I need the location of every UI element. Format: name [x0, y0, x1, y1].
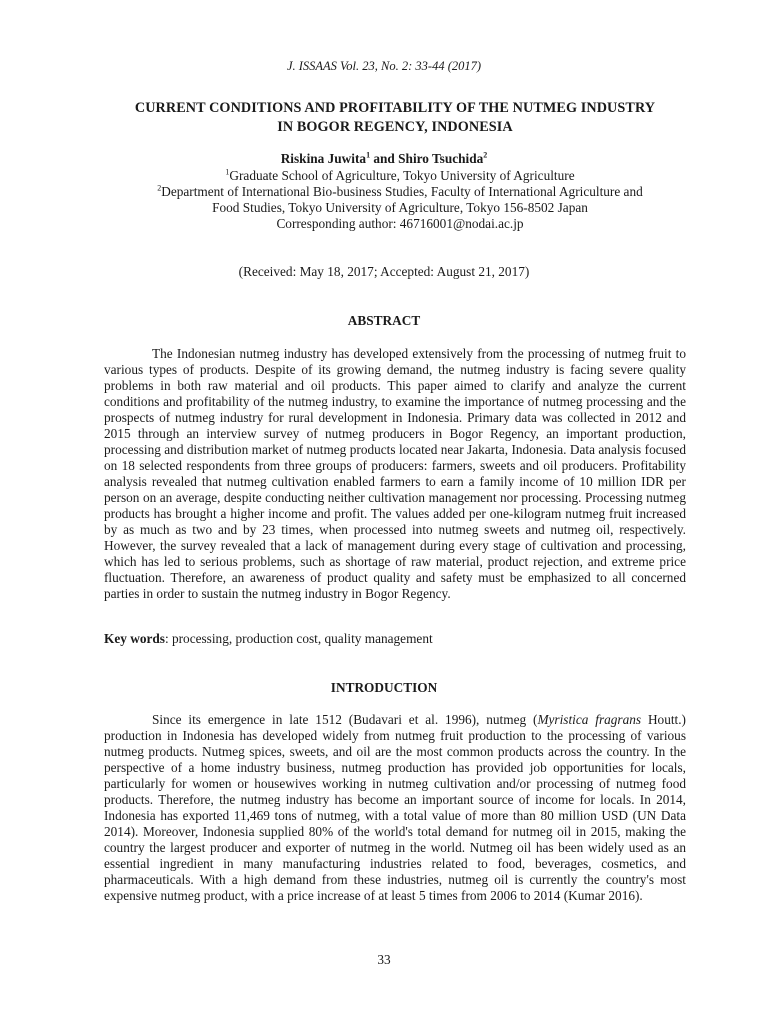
introduction-text: Since its emergence in late 1512 (Budavari et al. 1996), nutmeg (: [152, 712, 538, 727]
abstract-body: The Indonesian nutmeg industry has developed extensively from the processing of nutmeg fruit to various types of products. Despite of its growing demand, the nutmeg industry is facing severe quality problems in both raw material and oil products. This paper aimed to clarify and analyze the current conditions and profitability of the nutmeg industry, to examine the importance of nutmeg processing and the prospects of nutmeg industry for rural development in Indonesia. Primary data was collected in 2012 and 2015 through an interview survey of nutmeg producers in Bogor Regency, an important production, processing and distribution market of nutmeg products located near Jakarta, Indonesia. Data analysis focused on 18 selected respondents from three groups of producers: farmers, sweets and oil producers. Profitability analysis revealed that nutmeg cultivation enabled farmers to earn a family income of 10 million IDR per person on an average, despite conducting neither cultivation management nor processing. Processing nutmeg products has brought a higher income and profit. The values added per one-kilogram nutmeg fruit increased by as much as two and by 23 times, when processed into nutmeg sweets and nutmeg oil, respectively. However, the survey revealed that a lack of management during every stage of cultivation and processing, which has led to serious problems, such as shortage of raw material, product rejection, and extreme price fluctuation. Therefore, an awareness of product quality and safety must be emphasized to all concerned parties in order to sustain the nutmeg industry in Bogor Regency.: [104, 346, 686, 601]
abstract-heading: ABSTRACT: [347, 313, 421, 328]
affiliation-text: Food Studies, Tokyo University of Agriculture, Tokyo 156-8502 Japan: [212, 200, 588, 215]
affiliation-text: Department of International Bio-business Studies, Faculty of International Agriculture and: [161, 184, 643, 199]
keywords-text: : processing, production cost, quality management: [164, 631, 433, 646]
affiliation-mark: 2: [157, 183, 162, 193]
species-name: Myristica fragrans: [537, 712, 642, 727]
introduction-body: [104, 712, 686, 904]
corresponding-author: Corresponding author: 46716001@nodai.ac.jp: [276, 216, 524, 231]
paper-title: [90, 99, 700, 137]
keywords: [104, 631, 686, 647]
author-affiliation-mark: 2: [483, 150, 488, 160]
affiliation-mark: 1: [225, 167, 230, 177]
affiliation-2: [100, 184, 700, 232]
author-connector: and: [370, 151, 399, 166]
paper-title-line-2: IN BOGOR REGENCY, INDONESIA: [277, 119, 513, 135]
author-affiliation-mark: 1: [366, 150, 371, 160]
author-name: Riskina Juwita: [280, 151, 367, 166]
received-accepted-dates: (Received: May 18, 2017; Accepted: August 21, 2017): [238, 264, 530, 279]
journal-citation: J. ISSAAS Vol. 23, No. 2: 33-44 (2017): [286, 59, 482, 73]
paper-title-line-1: CURRENT CONDITIONS AND PROFITABILITY OF THE NUTMEG INDUSTRY: [134, 100, 656, 116]
page-number: 33: [377, 952, 391, 967]
introduction-heading: INTRODUCTION: [330, 680, 438, 695]
introduction-text: Houtt.) production in Indonesia has developed widely from nutmeg fruit production to the processing of various nutmeg products. Nutmeg spices, sweets, and oil are the most common products across the country. In the perspective of a home industry business, nutmeg production has provided job opportunities for locals, particularly for women or housewives working in nutmeg cultivation and/or processing of nutmeg food products. Therefore, the nutmeg industry has become an important source of income for locals. In 2014, Indonesia has exported 11,469 tons of nutmeg, with a total value of more than 80 million USD (UN Data 2014). Moreover, Indonesia supplied 80% of the world's total demand for nutmeg oil in 2015, making the country the largest producer and exporter of nutmeg in the world. Nutmeg oil has been widely used as an essential ingredient in many manufacturing industries related to food, beverages, cosmetics, and pharmaceuticals. With a high demand from these industries, nutmeg oil is currently the country's most expensive nutmeg product, with a price increase of at least 5 times from 2006 to 2014 (Kumar 2016).: [104, 712, 686, 903]
author-name: Shiro Tsuchida: [398, 151, 484, 166]
keywords-label: Key words: [104, 631, 165, 646]
author-list: [0, 151, 768, 167]
affiliation-text: Graduate School of Agriculture, Tokyo University of Agriculture: [229, 168, 575, 183]
affiliation-1: [120, 168, 680, 184]
